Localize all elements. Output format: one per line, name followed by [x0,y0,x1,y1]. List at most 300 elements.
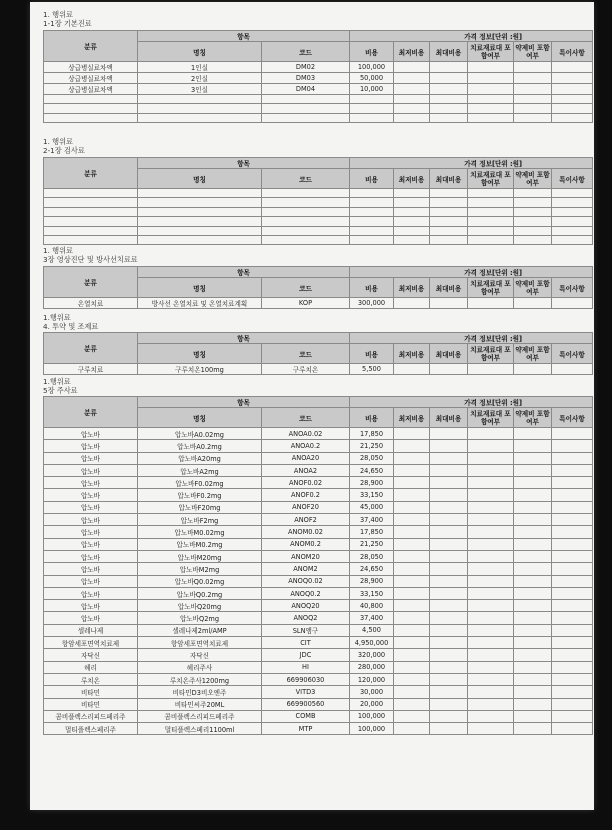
cell-code: ANOF0.2 [262,489,350,501]
cell-min-cost [394,428,430,440]
fee-table [43,30,593,123]
cell-max-cost [430,538,468,550]
cell-cost: 320,000 [350,649,394,661]
header-min-cost: 최저비용 [394,42,430,62]
cell-category: 압노바 [44,550,138,562]
cell-max-cost [430,673,468,685]
cell-remarks [552,538,593,550]
cell-cost [350,113,394,122]
header-price-info: 가격 정보[단위 :원] [350,267,593,278]
table-row [44,563,593,575]
cell-category: 압노바 [44,526,138,538]
cell-code: DM04 [262,84,350,95]
cell-remarks [552,649,593,661]
cell-category [44,113,138,122]
table-row [44,235,593,244]
header-cost: 비용 [350,42,394,62]
cell-material [468,189,514,198]
cell-drug [514,189,552,198]
cell-material [468,563,514,575]
cell-category: 구루치료 [44,364,138,375]
cell-min-cost [394,217,430,226]
cell-drug [514,686,552,698]
cell-drug [514,452,552,464]
header-code: 코드 [262,42,350,62]
cell-category [44,235,138,244]
table-row [44,217,593,226]
cell-remarks [552,550,593,562]
cell-name: 비타민D3비오엔주 [138,686,262,698]
table-row [44,198,593,207]
table-row [44,612,593,624]
cell-remarks [552,198,593,207]
cell-drug [514,698,552,710]
cell-category: 셀레나제 [44,624,138,636]
header-code: 코드 [262,278,350,298]
cell-name: 압노바F0.02mg [138,477,262,489]
cell-material [468,113,514,122]
header-drug-included: 약제비 포함여부 [515,279,550,296]
cell-max-cost [430,575,468,587]
header-code: 코드 [262,344,350,364]
header-max-cost: 최대비용 [430,344,468,364]
header-cost: 비용 [350,169,394,189]
cell-drug [514,73,552,84]
cell-max-cost [430,649,468,661]
header-material-included: 치료재료대 포함여부 [468,278,514,298]
cell-material [468,73,514,84]
cell-remarks [552,489,593,501]
header-price-info: 가격 정보[단위 :원] [350,31,593,42]
cell-min-cost [394,624,430,636]
cell-name: 콤비플렉스리피드페리주 [138,710,262,722]
cell-code: ANOF20 [262,501,350,513]
cell-cost [350,226,394,235]
cell-min-cost [394,207,430,216]
table-row [44,514,593,526]
cell-cost: 20,000 [350,698,394,710]
cell-category: 자닥신 [44,649,138,661]
cell-max-cost [430,710,468,722]
cell-drug [514,464,552,476]
cell-code: ANOF2 [262,514,350,526]
cell-code: ANOA20 [262,452,350,464]
cell-code: ANOM20 [262,550,350,562]
cell-category [44,198,138,207]
header-category: 분류 [44,333,138,364]
table-row [44,113,593,122]
cell-min-cost [394,575,430,587]
cell-category: 상급병실료차액 [44,62,138,73]
header-remarks: 특이사항 [552,169,593,189]
cell-remarks [552,612,593,624]
cell-material [468,477,514,489]
cell-cost: 100,000 [350,723,394,735]
cell-remarks [552,73,593,84]
cell-max-cost [430,501,468,513]
cell-category [44,217,138,226]
cell-material [468,501,514,513]
header-drug-included: 약제비 포함여부 [515,43,550,60]
cell-cost: 4,500 [350,624,394,636]
header-price-info: 가격 정보[단위 :원] [350,397,593,408]
cell-min-cost [394,489,430,501]
header-name: 명칭 [138,169,262,189]
cell-min-cost [394,113,430,122]
cell-material [468,637,514,649]
cell-remarks [552,723,593,735]
cell-drug [514,624,552,636]
cell-code: DM02 [262,62,350,73]
table-row [44,538,593,550]
cell-cost: 21,250 [350,538,394,550]
cell-drug [514,84,552,95]
cell-drug [514,113,552,122]
cell-min-cost [394,84,430,95]
cell-name: 압노바Q0.02mg [138,575,262,587]
cell-min-cost [394,673,430,685]
cell-min-cost [394,62,430,73]
cell-remarks [552,84,593,95]
cell-remarks [552,637,593,649]
header-drug-included: 약제비 포함여부 [515,170,550,187]
cell-drug [514,198,552,207]
cell-name: 압노바A20mg [138,452,262,464]
cell-drug [514,364,552,375]
cell-drug [514,298,552,309]
cell-cost [350,95,394,104]
cell-code: ANOM2 [262,563,350,575]
cell-material [468,489,514,501]
cell-cost: 30,000 [350,686,394,698]
cell-cost: 4,950,000 [350,637,394,649]
cell-code: VITD3 [262,686,350,698]
cell-max-cost [430,298,468,309]
table-row [44,686,593,698]
cell-code: ANOA0.02 [262,428,350,440]
cell-name [138,104,262,113]
cell-remarks [552,624,593,636]
cell-name: 1인실 [138,62,262,73]
cell-drug [514,514,552,526]
cell-min-cost [394,477,430,489]
table-row [44,452,593,464]
header-max-cost: 최대비용 [430,408,468,428]
cell-code: ANOQ2 [262,612,350,624]
cell-drug [514,62,552,73]
table-row [44,489,593,501]
cell-drug [514,563,552,575]
cell-min-cost [394,661,430,673]
cell-max-cost [430,95,468,104]
cell-name: 압노바Q20mg [138,600,262,612]
cell-max-cost [430,612,468,624]
cell-category: 온열치료 [44,298,138,309]
cell-cost [350,104,394,113]
cell-remarks [552,673,593,685]
cell-min-cost [394,637,430,649]
table-row [44,477,593,489]
header-category: 분류 [44,267,138,298]
cell-remarks [552,600,593,612]
cell-max-cost [430,477,468,489]
cell-min-cost [394,698,430,710]
cell-category: 콤비플렉스리피드페리주 [44,710,138,722]
cell-name [138,95,262,104]
cell-max-cost [430,428,468,440]
cell-name: 구루치온100mg [138,364,262,375]
cell-material [468,673,514,685]
cell-min-cost [394,198,430,207]
cell-category: 상급병실료차액 [44,84,138,95]
header-item: 항목 [138,267,350,278]
cell-material [468,723,514,735]
cell-category: 압노바 [44,563,138,575]
header-cost: 비용 [350,408,394,428]
cell-cost: 17,850 [350,526,394,538]
header-name: 명칭 [138,278,262,298]
cell-code: 669906030 [262,673,350,685]
cell-category: 압노바 [44,428,138,440]
cell-code: 구루치온 [262,364,350,375]
cell-max-cost [430,226,468,235]
cell-category [44,207,138,216]
cell-min-cost [394,501,430,513]
fee-table [43,157,593,245]
cell-cost: 28,050 [350,452,394,464]
cell-drug [514,526,552,538]
cell-cost: 37,400 [350,612,394,624]
cell-name: 압노바M0.2mg [138,538,262,550]
cell-max-cost [430,198,468,207]
cell-category: 압노바 [44,440,138,452]
cell-code: COMB [262,710,350,722]
cell-code: JDC [262,649,350,661]
cell-drug [514,600,552,612]
table-row [44,62,593,73]
cell-category: 압노바 [44,538,138,550]
header-remarks: 특이사항 [552,278,593,298]
cell-remarks [552,226,593,235]
cell-cost: 28,050 [350,550,394,562]
section-heading: 1. 행위료 [43,10,73,19]
cell-material [468,710,514,722]
cell-max-cost [430,587,468,599]
cell-name: 압노바M0.02mg [138,526,262,538]
cell-material [468,600,514,612]
cell-remarks [552,189,593,198]
cell-drug [514,440,552,452]
cell-remarks [552,298,593,309]
cell-code [262,95,350,104]
cell-drug [514,723,552,735]
cell-max-cost [430,189,468,198]
cell-max-cost [430,723,468,735]
cell-name: 비타민씨주20ML [138,698,262,710]
section-subheading: 5장 주사료 [43,386,78,395]
header-material-included: 치료재료대 포함여부 [468,344,514,364]
cell-max-cost [430,452,468,464]
section-heading: 1. 행위료 [43,137,73,146]
cell-code: ANOM0.2 [262,538,350,550]
cell-remarks [552,464,593,476]
header-remarks: 특이사항 [552,42,593,62]
cell-drug [514,550,552,562]
cell-material [468,104,514,113]
header-remarks: 특이사항 [552,344,593,364]
cell-material [468,514,514,526]
cell-code: SLN앰구 [262,624,350,636]
cell-min-cost [394,514,430,526]
header-drug-included: 약제비 포함여부 [515,345,550,362]
cell-max-cost [430,661,468,673]
table-row [44,464,593,476]
table-row [44,104,593,113]
table-row [44,226,593,235]
cell-max-cost [430,364,468,375]
cell-cost: 100,000 [350,62,394,73]
cell-drug [514,673,552,685]
cell-material [468,612,514,624]
header-name: 명칭 [138,42,262,62]
cell-cost: 33,150 [350,587,394,599]
cell-code: ANOQ0.02 [262,575,350,587]
cell-name: 압노바A0.2mg [138,440,262,452]
cell-min-cost [394,464,430,476]
table-row [44,649,593,661]
table-row [44,207,593,216]
cell-remarks [552,587,593,599]
header-material-included: 치료재료대 포함여부 [468,408,514,428]
cell-min-cost [394,563,430,575]
cell-cost: 120,000 [350,673,394,685]
header-cost: 비용 [350,344,394,364]
cell-code: CIT [262,637,350,649]
cell-material [468,207,514,216]
cell-cost [350,207,394,216]
table-row [44,298,593,309]
cell-drug [514,637,552,649]
cell-material [468,62,514,73]
cell-name: 3인실 [138,84,262,95]
cell-code: DM03 [262,73,350,84]
header-min-cost: 최저비용 [394,408,430,428]
cell-drug [514,95,552,104]
cell-max-cost [430,624,468,636]
header-cost: 비용 [350,278,394,298]
cell-remarks [552,235,593,244]
cell-remarks [552,563,593,575]
cell-cost: 28,900 [350,575,394,587]
cell-name: 압노바F0.2mg [138,489,262,501]
header-name: 명칭 [138,408,262,428]
cell-category: 압노바 [44,477,138,489]
cell-category: 비타민 [44,698,138,710]
cell-remarks [552,440,593,452]
cell-drug [514,575,552,587]
cell-min-cost [394,189,430,198]
fee-table [43,396,593,735]
cell-remarks [552,526,593,538]
cell-code: HI [262,661,350,673]
cell-category [44,189,138,198]
cell-material [468,198,514,207]
cell-name: 셀레나제2ml/AMP [138,624,262,636]
cell-remarks [552,428,593,440]
cell-remarks [552,661,593,673]
header-item: 항목 [138,333,350,344]
header-item: 항목 [138,31,350,42]
cell-min-cost [394,710,430,722]
cell-remarks [552,514,593,526]
cell-category [44,95,138,104]
cell-remarks [552,207,593,216]
cell-max-cost [430,235,468,244]
cell-code [262,189,350,198]
table-row [44,189,593,198]
cell-remarks [552,575,593,587]
table-row [44,526,593,538]
cell-category: 압노바 [44,464,138,476]
cell-max-cost [430,686,468,698]
table-row [44,637,593,649]
cell-max-cost [430,113,468,122]
cell-remarks [552,62,593,73]
cell-material [468,428,514,440]
cell-drug [514,226,552,235]
cell-category: 헤리 [44,661,138,673]
header-material-included: 치료재료대 포함여부 [468,42,514,62]
cell-material [468,649,514,661]
cell-material [468,235,514,244]
cell-min-cost [394,649,430,661]
cell-category: 압노바 [44,452,138,464]
table-row [44,501,593,513]
cell-cost: 24,650 [350,464,394,476]
cell-material [468,364,514,375]
cell-remarks [552,698,593,710]
header-max-cost: 최대비용 [430,169,468,189]
section-subheading: 1-1장 기본진료 [43,19,92,28]
cell-cost: 50,000 [350,73,394,84]
table-row [44,661,593,673]
cell-min-cost [394,73,430,84]
cell-min-cost [394,538,430,550]
cell-min-cost [394,104,430,113]
cell-name: 압노바Q0.2mg [138,587,262,599]
cell-drug [514,489,552,501]
cell-max-cost [430,514,468,526]
cell-name: 압노바A2mg [138,464,262,476]
section-subheading: 3장 영상진단 및 방사선치료료 [43,255,138,264]
cell-material [468,550,514,562]
cell-max-cost [430,464,468,476]
cell-max-cost [430,207,468,216]
table-row [44,587,593,599]
cell-material [468,440,514,452]
section-heading: 1.행위료 [43,313,71,322]
cell-max-cost [430,440,468,452]
cell-cost: 45,000 [350,501,394,513]
cell-material [468,698,514,710]
cell-name: 압노바M20mg [138,550,262,562]
cell-material [468,84,514,95]
fee-table [43,266,593,309]
cell-remarks [552,113,593,122]
header-category: 분류 [44,31,138,62]
cell-min-cost [394,723,430,735]
cell-material [468,526,514,538]
